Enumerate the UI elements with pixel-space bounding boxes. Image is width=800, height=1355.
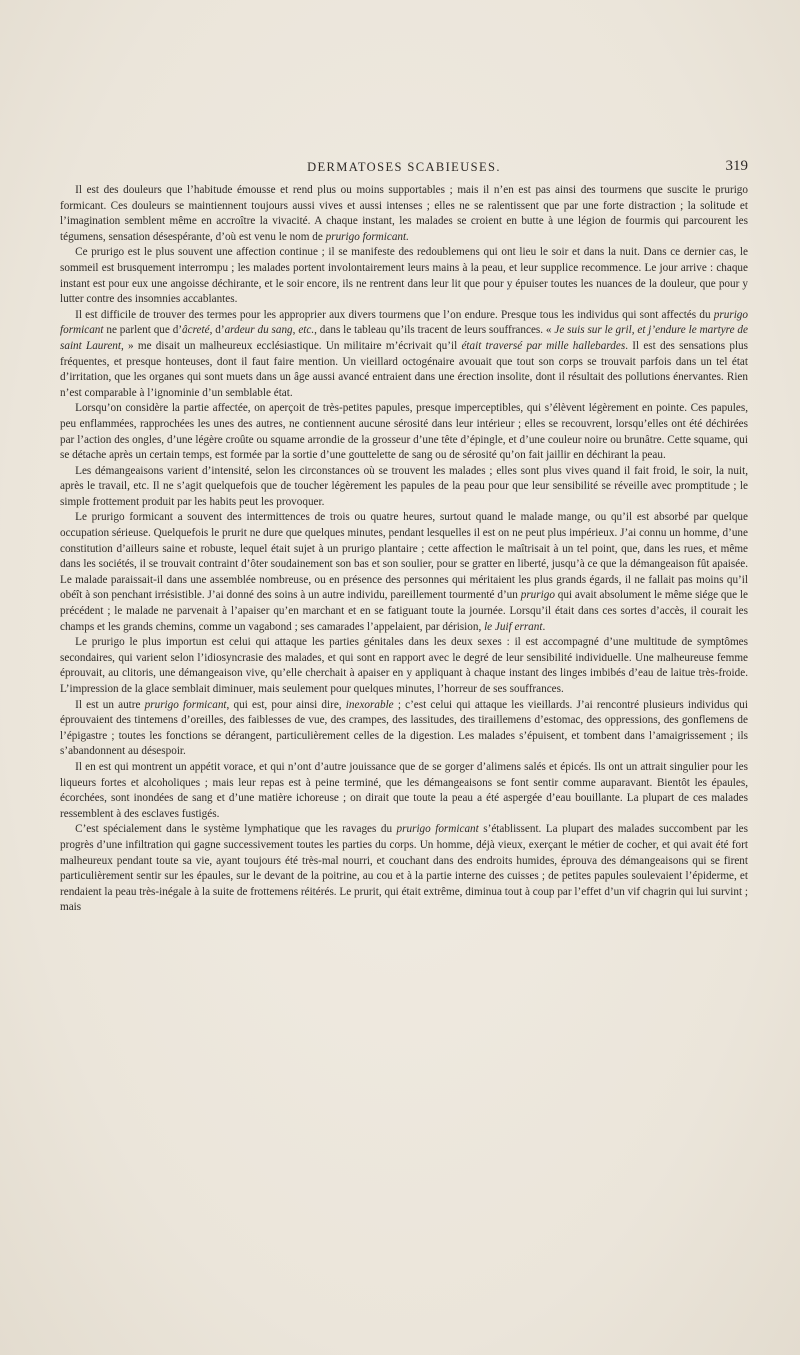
paragraph [60, 183, 748, 245]
text-run: s’établissent. La plupart des malades succombent par les progrès d’une infiltration qui gagne successivement toutes les parties du corps. Un homme, déjà vieux, exerçant le métier de cocher, et qui avait été fort malheureux pendant toute sa vie, ayant toujours été très-mal nourri, et couchant dans des endroits humides, éprouva des démangeaisons qui se firent particulièrement sentir sur les épaules, sur le devant de la poitrine, au cou et à la partie interne des cuisses ; de petites papules soulevaient l’épiderme, et rendaient la peau très-inégale à la suite de frottemens réitérés. Le prurit, qui était extrême, diminua tout à coup par l’effet d’un vif chagrin qui lui survint ; mais [60, 823, 749, 914]
italic-text: prurigo formicant [60, 308, 748, 337]
text-run: , qui est, pour ainsi dire, [226, 698, 346, 711]
italic-text: prurigo formicant [396, 823, 479, 836]
paragraph [60, 464, 748, 511]
paragraph [60, 245, 748, 307]
italic-text: etc. [298, 324, 315, 337]
text-run: Ce prurigo est le plus souvent une affection continue ; il se manifeste des redoublemens qui ont lieu le soir et dans la nuit. Dans ce dernier cas, le sommeil est brusquement interrompu ; les malades portent involontairement leurs mains à la peau, et leur supplice recommence. Le jour arrive : chaque instant est pour eux une angoisse déchirante, et le soir encore, ils ne rentrent dans leur lit que pour y épuiser toutes les nuances de la douleur, que pour y lutter contre des insomnies accablantes. [60, 246, 748, 306]
paragraph [60, 760, 748, 822]
text-run: ne parlent que d’ [103, 324, 183, 337]
paragraph [60, 308, 748, 402]
text-run: Il est un autre [75, 698, 145, 711]
italic-text: prurigo formicant. [325, 230, 409, 243]
paragraph [60, 401, 748, 463]
text-run: . [542, 620, 546, 633]
text-run: ; c’est celui qui attaque les vieillards. J’ai rencontré plusieurs individus qui éprouvaient des tintemens d’oreilles, des faiblesses de vue, des crampes, des lassitudes, des tiraillemens d’estomac, des oppressions, des gonflemens de l’épigastre ; toutes les fonctions se dérangent, particulièrement celles de la digestion. Les malades s’épuisent, et tombent dans l’amaigrissement ; ils s’abandonnent au désespoir. [60, 698, 748, 758]
text-run: Le prurigo formicant a souvent des intermittences de trois ou quatre heures, surtout quand le malade mange, ou qu’il est absorbé par quelque occupation sérieuse. Quelquefois le prurit ne dure que quelques minutes, pendant lesquelles il est on ne peut plus impérieux. J’ai connu un homme, d’une constitution d’ailleurs saine et robuste, lequel était sujet à un prurigo plantaire ; cette affection le maîtrisait à un tel point, que, dans les rues, et même dans les sociétés, il se trouvait contraint d’ôter soudainement son bas et son soulier, pour se gratter en liberté, jusqu’à ce que la démangeaison fût apaisée. Le malade paraissait-il dans une assemblée nombreuse, ou en présence des personnes qui méritaient les plus grands égards, il ne fallait pas moins qu’il obéît à son penchant irrésistible. J’ai donné des soins à un autre individu, pareillement tourmenté d’un [60, 511, 748, 602]
text-run: , dans le tableau qu’ils tracent de leurs souffrances. « [314, 324, 555, 337]
paragraph [60, 822, 748, 916]
italic-text: Je suis sur le gril, et j’endure le martyre de saint Laurent [60, 324, 748, 352]
text-run: . Il est des sensations plus fréquentes, et presque honteuses, dont il faut faire mention. Un vieillard octogénaire avouait que tout son corps se trouvait parfois dans un tel état d’irritation, que les organes qui sont muets dans un âge aussi avancé entraient dans une érection insolite, dont il résultait des pollutions énervantes. Rien n’est comparable à l’ignominie d’un semblable état. [60, 339, 748, 399]
paragraph [60, 635, 748, 697]
italic-text: prurigo [520, 589, 555, 602]
text-run: , d’ [209, 324, 225, 337]
italic-text: ardeur du sang [224, 324, 293, 337]
italic-text: âcreté [182, 324, 210, 337]
text-run: Il en est qui montrent un appétit vorace, et qui n’ont d’autre jouissance que de se gorger d’alimens salés et épicés. Ils ont un attrait singulier pour les liqueurs fortes et alcoholiques ; mais leur repas est à peine terminé, que les démangeaisons se font sentir comme auparavant. Bientôt les épaules, écorchées, sont inondées de sang et d’une matière ichoreuse ; on dirait que toute la peau a été aspergée d’eau bouillante. La plupart de ces malades ressemblent à des esclaves fustigés. [60, 760, 748, 820]
text-run: Lorsqu’on considère la partie affectée, on aperçoit de très-petites papules, presque imperceptibles, qui s’élèvent légèrement en pointe. Ces papules, peu enflammées, rapprochées les unes des autres, ne contiennent aucune sérosité dans leur intérieur ; elles se recouvrent, lorsqu’elles ont été déchirées par l’action des ongles, d’une légère croûte ou squame arrondie de la grosseur d’une tête d’épingle, et d’une couleur noire ou brunâtre. Cette squame, qui se détache après un certain temps, est formée par la sortie d’une gouttelette de sang ou de sérosité qu’on fait jaillir en déchirant la peau. [60, 402, 748, 462]
paragraph [60, 510, 748, 635]
text-run: , » me disait un malheureux ecclésiastique. Un militaire m’écrivait qu’il [121, 339, 462, 352]
text-run: Il est difficile de trouver des termes pour les approprier aux divers tourmens que l’on endure. Presque tous les individus qui sont affectés du [75, 308, 714, 321]
text-run: Les démangeaisons varient d’intensité, selon les circonstances où se trouvent les malades ; elles sont plus vives quand il fait froid, le soir, la nuit, après le travail, etc. Il ne s’agit quelquefois que de toucher légèrement les papules de la peau pour que leur sensibilité se réveille avec promptitude ; le simple frottement produit par les habits peut les provoquer. [60, 464, 748, 508]
italic-text: inexorable [345, 698, 394, 711]
italic-text: était traversé par mille hallebardes [461, 339, 626, 352]
italic-text: prurigo formicant [144, 698, 227, 711]
text-run: Il est des douleurs que l’habitude émousse et rend plus ou moins supportables ; mais il n’en est pas ainsi des tourmens que suscite le prurigo formicant. Ces douleurs se maintiennent toujours aussi vives et aussi intenses ; elles ne se ralentissent que par une forte distraction ; la solitude et l’imagination semblent même en accroître la vivacité. A chaque instant, les malades se croient en butte à une légion de fourmis qui parcourent les tégumens, sensation désespérante, d’où est venu le nom de [60, 184, 748, 243]
page-number: 319 [725, 158, 748, 174]
text-run: qui avait absolument le même siége que le précédent ; le malade ne parvenait à l’apaiser qu’en marchant et en se fatiguant toute la journée. Lorsqu’il était dans ces sortes d’accès, il courait les champs et les grands chemins, comme un vagabond ; ses camarades l’appelaient, par dérision, [60, 589, 748, 633]
text-run: Le prurigo le plus importun est celui qui attaque les parties génitales dans les deux sexes : il est accompagné d’une multitude de symptômes secondaires, qui varient selon l’idiosyncrasie des malades, et qui sont en rapport avec le degré de leur sensibilité individuelle. Une malheureuse femme éprouvait, au clitoris, une démangeaison vive, qu’elle cherchait à apaiser en y appliquant à chaque instant des linges imbibés d’eau de laitue très-froide. L’impression de la glace semblait diminuer, mais seulement pour quelques minutes, l’horreur de ses souffrances. [60, 636, 748, 695]
italic-text: le Juif errant [484, 620, 543, 633]
text-run: , [292, 324, 299, 337]
running-title: DERMATOSES SCABIEUSES. [307, 160, 501, 174]
running-head [60, 160, 748, 180]
paragraph [60, 698, 748, 760]
text-run: C’est spécialement dans le système lymphatique que les ravages du [75, 823, 397, 836]
body-text [60, 183, 748, 916]
